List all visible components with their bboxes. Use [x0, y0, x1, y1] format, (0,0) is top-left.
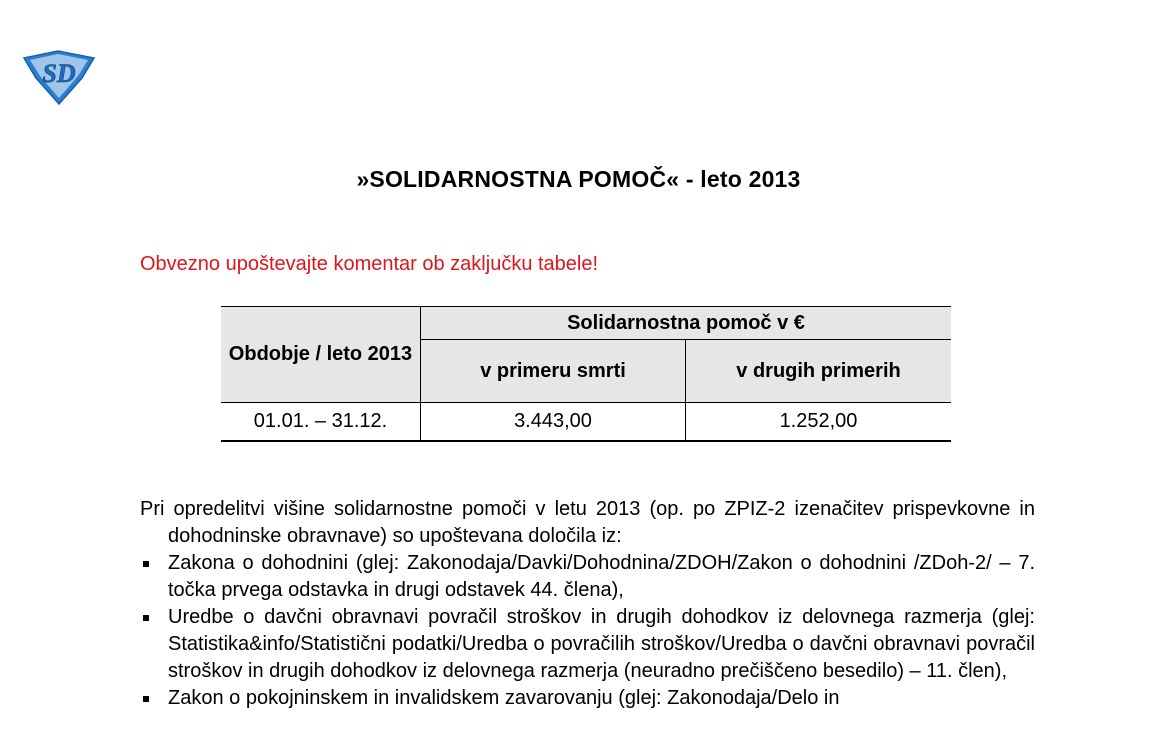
table-row [221, 403, 951, 441]
sd-logo-icon [22, 48, 96, 106]
warning-note: Obvezno upoštevajte komentar ob zaključku tabele! [140, 253, 599, 275]
solidarity-aid-table [221, 306, 951, 442]
aid-group-header: Solidarnostna pomoč v € [421, 307, 952, 340]
other-amount-cell: 1.252,00 [686, 403, 952, 441]
comment-section [140, 496, 1035, 712]
list-item: Uredbe o davčni obravnavi povračil stroškov in drugih dohodkov iz delovnega razmerja (glej: Statistika&info/Statistični podatki/Uredba o povračilih stroškov/Uredba o davčni obravnavi povračil stroškov in drugih dohodkov iz delovnega razmerja (neuradno prečiščeno besedilo) – 11. člen), [140, 604, 1035, 685]
other-column-header: v drugih primerih [686, 340, 952, 403]
bullet-icon [143, 561, 149, 567]
legal-basis-list [140, 550, 1035, 712]
bullet-icon [143, 615, 149, 621]
svg-text:SD: SD [42, 59, 76, 88]
death-amount-cell: 3.443,00 [421, 403, 686, 441]
list-item: Zakona o dohodnini (glej: Zakonodaja/Davki/Dohodnina/ZDOH/Zakon o dohodnini /ZDoh-2/ – 7. točka prvega odstavka in drugi odstavek 44. člena), [140, 550, 1035, 604]
page-title: »SOLIDARNOSTNA POMOČ« - leto 2013 [356, 166, 801, 192]
list-item: Zakon o pokojninskem in invalidskem zavarovanju (glej: Zakonodaja/Delo in [140, 685, 1035, 712]
period-header: Obdobje / leto 2013 [221, 307, 421, 403]
period-cell: 01.01. – 31.12. [221, 403, 421, 441]
intro-paragraph: Pri opredelitvi višine solidarnostne pomoči v letu 2013 (op. po ZPIZ-2 izenačitev prispevkovne in dohodninske obravnave) so upoštevana določila iz: [140, 498, 1035, 547]
bullet-icon [143, 696, 149, 702]
death-column-header: v primeru smrti [421, 340, 686, 403]
